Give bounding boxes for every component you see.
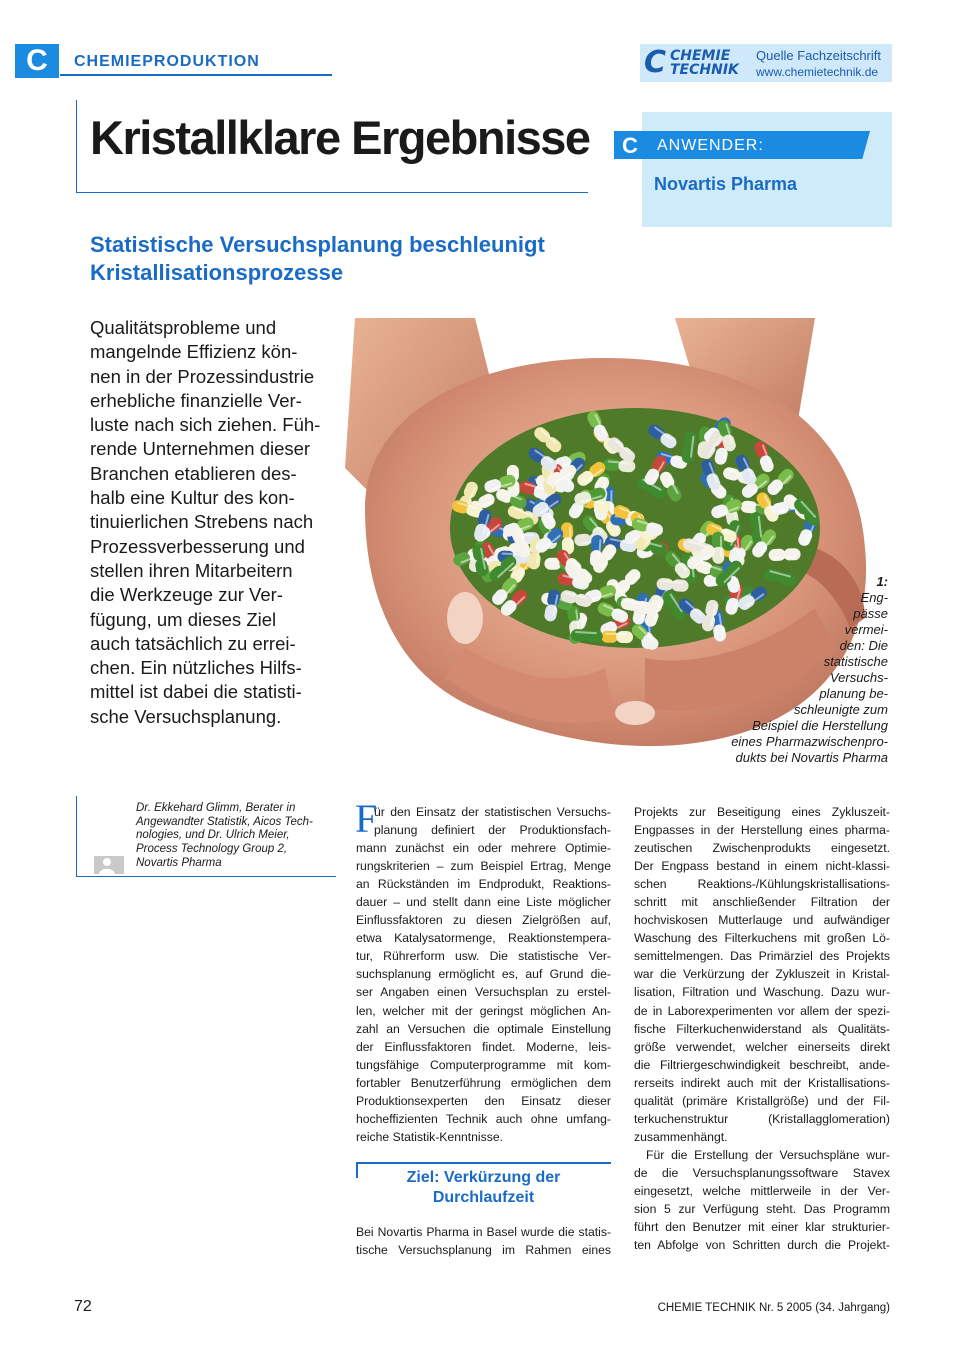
source-url[interactable]: www.chemietechnik.de: [756, 65, 879, 79]
body-line: dauer – und stellt dann eine Liste möglicher: [356, 895, 611, 910]
chemie-technik-logo: C CHEMIE TECHNIK: [644, 45, 739, 80]
caption-line: schleunigte zum: [794, 702, 888, 717]
author-line: Process Technology Group 2,: [136, 843, 288, 856]
author-line: nologies, und Dr. Ulrich Meier,: [136, 829, 290, 842]
caption-line: eines Pharmazwischenpro-: [731, 734, 888, 749]
body-line: rungskriterien – zum Beispiel Ertrag, Menge: [356, 859, 611, 874]
body-line: die Filtriergeschwindigkeit beschreibt, ande-: [634, 1057, 890, 1072]
body-line: reiche Statistik-Kenntnisse.: [356, 1129, 503, 1144]
body-line: zusammenhängt.: [634, 1129, 728, 1144]
body-line: Für die Erstellung der Versuchspläne wur-: [646, 1147, 890, 1162]
caption-number: 1:: [876, 574, 888, 589]
dropcap: F: [355, 796, 378, 841]
caption-line: planung be-: [819, 686, 888, 701]
author-line: Angewandter Statistik, Aicos Tech-: [136, 815, 313, 828]
body-line: eingesetzt, welche mittlerweile in der Ver-: [634, 1183, 890, 1198]
body-line: Waschung des Filterkuchens mit großen Lö-: [634, 931, 890, 946]
source-label: Quelle Fachzeitschrift: [756, 48, 881, 63]
lead-line: tinuierlichen Strebens nach: [90, 511, 314, 533]
lead-line: nen in der Prozessindustrie: [90, 365, 315, 387]
body-line: hochviskosen Mutterlauge und aufwändiger: [634, 913, 890, 928]
lead-line: halb eine Kultur des kon-: [90, 487, 295, 509]
caption-line: den: Die: [839, 638, 888, 653]
lead-line: mittel ist dabei die statisti-: [90, 681, 302, 703]
author-line: Dr. Ekkehard Glimm, Berater in: [136, 802, 296, 814]
journal-footer: CHEMIE TECHNIK Nr. 5 2005 (34. Jahrgang): [657, 1302, 890, 1314]
body-line: fische Filterkuchenwiderstand als Qualitäts-: [634, 1021, 890, 1036]
body-column-1-continued: [356, 1223, 611, 1259]
section-rule: [60, 74, 332, 76]
section-heading: [356, 1168, 611, 1208]
body-line: ür den Einsatz der statistischen Versuchs-: [374, 805, 611, 819]
title-vertical-rule: [76, 100, 77, 192]
body-line: semittelmengen. Das Primärziel des Projekts: [634, 949, 890, 964]
body-line: Engpasses in der Herstellung eines pharma-: [634, 823, 890, 838]
brand-c-logo: C: [15, 44, 59, 78]
subtitle-line1: Statistische Versuchsplanung beschleunigt: [90, 232, 545, 257]
lead-line: rende Unternehmen dieser: [90, 438, 311, 460]
body-line: lisation, Filtration und Waschung. Dazu wur-: [634, 985, 890, 1000]
body-line: suchsplanung ermöglicht es, auf Grund die-: [356, 967, 611, 982]
body-line: schen Reaktions-/Kühlungskristallisations-: [634, 877, 890, 892]
body-line: Einflussfaktoren zu diesen Zielgrößen auf,: [356, 913, 611, 928]
author-line: Novartis Pharma: [136, 856, 222, 869]
page-number: 72: [74, 1298, 92, 1315]
user-box: [642, 112, 892, 227]
body-line: an Rückständen im Endprodukt, Reaktions-: [356, 877, 611, 892]
lead-line: Qualitätsprobleme und: [90, 317, 277, 338]
body-line: ser Angaben einen Versuchsplan zu erstel-: [356, 985, 611, 1000]
author-vertical-rule: [76, 796, 77, 876]
body-line: war die Verkürzung der Zykluszeit in Kristal-: [634, 967, 890, 982]
logo-line1: CHEMIE: [670, 48, 731, 64]
logo-line2: TECHNIK: [670, 62, 739, 78]
caption-line: pässe: [853, 606, 888, 621]
lead-line: chen. Ein nützliches Hilfs-: [90, 657, 302, 679]
caption-line: statistische: [823, 654, 888, 669]
caption-line: Beispiel die Herstellung: [752, 718, 888, 733]
author-rule: [76, 876, 336, 877]
lead-line: sche Versuchsplanung.: [90, 705, 282, 727]
section-heading-line2: Durchlaufzeit: [432, 1189, 535, 1206]
section-heading-line1: Ziel: Verkürzung der: [406, 1169, 561, 1186]
body-column-1: [356, 803, 611, 1146]
body-line: qualität (primäre Kristallgröße) und der Fil-: [634, 1093, 890, 1108]
body-line: Bei Novartis Pharma in Basel wurde die statis-: [356, 1225, 611, 1239]
body-line: der Einflussfaktoren findet. Moderne, leis-: [356, 1039, 611, 1054]
author-info: [136, 802, 336, 871]
user-bar-c-icon: C: [622, 133, 638, 158]
body-line: Produktionsexperten den Einsatz dieser: [356, 1093, 611, 1108]
body-line: de in Laborexperimenten vor allem der spezi-: [634, 1003, 890, 1018]
lead-line: luste nach sich ziehen. Füh-: [90, 414, 321, 436]
body-line: Projekts zur Beseitigung eines Zykluszeit-: [634, 805, 890, 819]
body-line: tur, Rührerform usw. Die statistische Ver-: [356, 949, 611, 964]
author-portrait-icon: [94, 856, 124, 874]
body-line: hocheffizienten Technik auch ohne umfang-: [356, 1111, 611, 1126]
title-rule: [76, 192, 588, 193]
body-line: tungsfähige Computerprogramme mit kom-: [356, 1057, 611, 1072]
caption-line: dukts bei Novartis Pharma: [735, 750, 888, 765]
body-line: mann zunächst ein oder mehrere Optimie-: [356, 841, 611, 856]
subtitle: [90, 231, 630, 287]
lead-line: stellen ihren Mitarbeitern: [90, 559, 293, 581]
body-line: terkuchenstruktur (Kristallagglomeration): [634, 1111, 890, 1126]
section-label: CHEMIEPRODUKTION: [74, 53, 260, 70]
subtitle-line2: Kristallisationsprozesse: [90, 260, 344, 285]
body-line: etwa Katalysatormenge, Reaktionstempera-: [356, 931, 611, 946]
caption-line: Versuchs-: [829, 670, 888, 685]
heading-rule: [356, 1162, 611, 1164]
body-line: sion 5 zur Verfügung steht. Das Programm: [634, 1202, 890, 1217]
lead-line: mangelnde Effizienz kön-: [90, 341, 298, 363]
body-line: tische Versuchsplanung im Rahmen eines: [356, 1243, 611, 1258]
lead-line: auch tatsächlich zu errei-: [90, 632, 296, 654]
photo-caption: [731, 574, 888, 766]
body-line: rerseits indirekt auch mit der Kristallisations-: [634, 1075, 890, 1090]
caption-line: vermei-: [844, 622, 888, 637]
body-line: Der Engpass bestand in einem nicht-klassi-: [634, 859, 890, 874]
user-name: Novartis Pharma: [654, 174, 798, 194]
body-line: führt den Benutzer mit einer klar strukturier-: [634, 1220, 890, 1235]
lead-line: Prozessverbesserung und: [90, 535, 305, 557]
body-line: fortabler Benutzerführung ermöglichen dem: [356, 1075, 611, 1090]
page-title: Kristallklare Ergebnisse: [90, 111, 590, 164]
body-column-2: [634, 803, 890, 1254]
lead-line: erhebliche finanzielle Ver-: [90, 389, 302, 411]
lead-paragraph: [90, 316, 340, 729]
lead-line: fügung, um dieses Ziel: [90, 608, 277, 630]
body-line: größe verwendet, welcher einerseits direkt: [634, 1039, 890, 1054]
lead-line: Branchen etablieren des-: [90, 462, 297, 484]
caption-line: Eng-: [860, 590, 888, 605]
body-line: schritt mit anschließender Filtration der: [634, 895, 890, 910]
user-label: ANWENDER:: [657, 137, 764, 154]
body-line: planung definiert der Produktionsfach-: [374, 823, 611, 838]
body-line: len, welcher mit der geringst möglichen An-: [356, 1003, 611, 1018]
body-line: zahl an Versuchen die optimale Einstellung: [356, 1021, 611, 1036]
body-line: de die Versuchsplanungssoftware Stavex: [634, 1165, 890, 1180]
lead-line: die Werkzeuge zur Ver-: [90, 584, 283, 606]
body-line: zeutischen Zwischenprodukts eingesetzt.: [634, 841, 890, 856]
body-line: ten Abfolge von Schritten durch die Projekt-: [634, 1238, 890, 1253]
